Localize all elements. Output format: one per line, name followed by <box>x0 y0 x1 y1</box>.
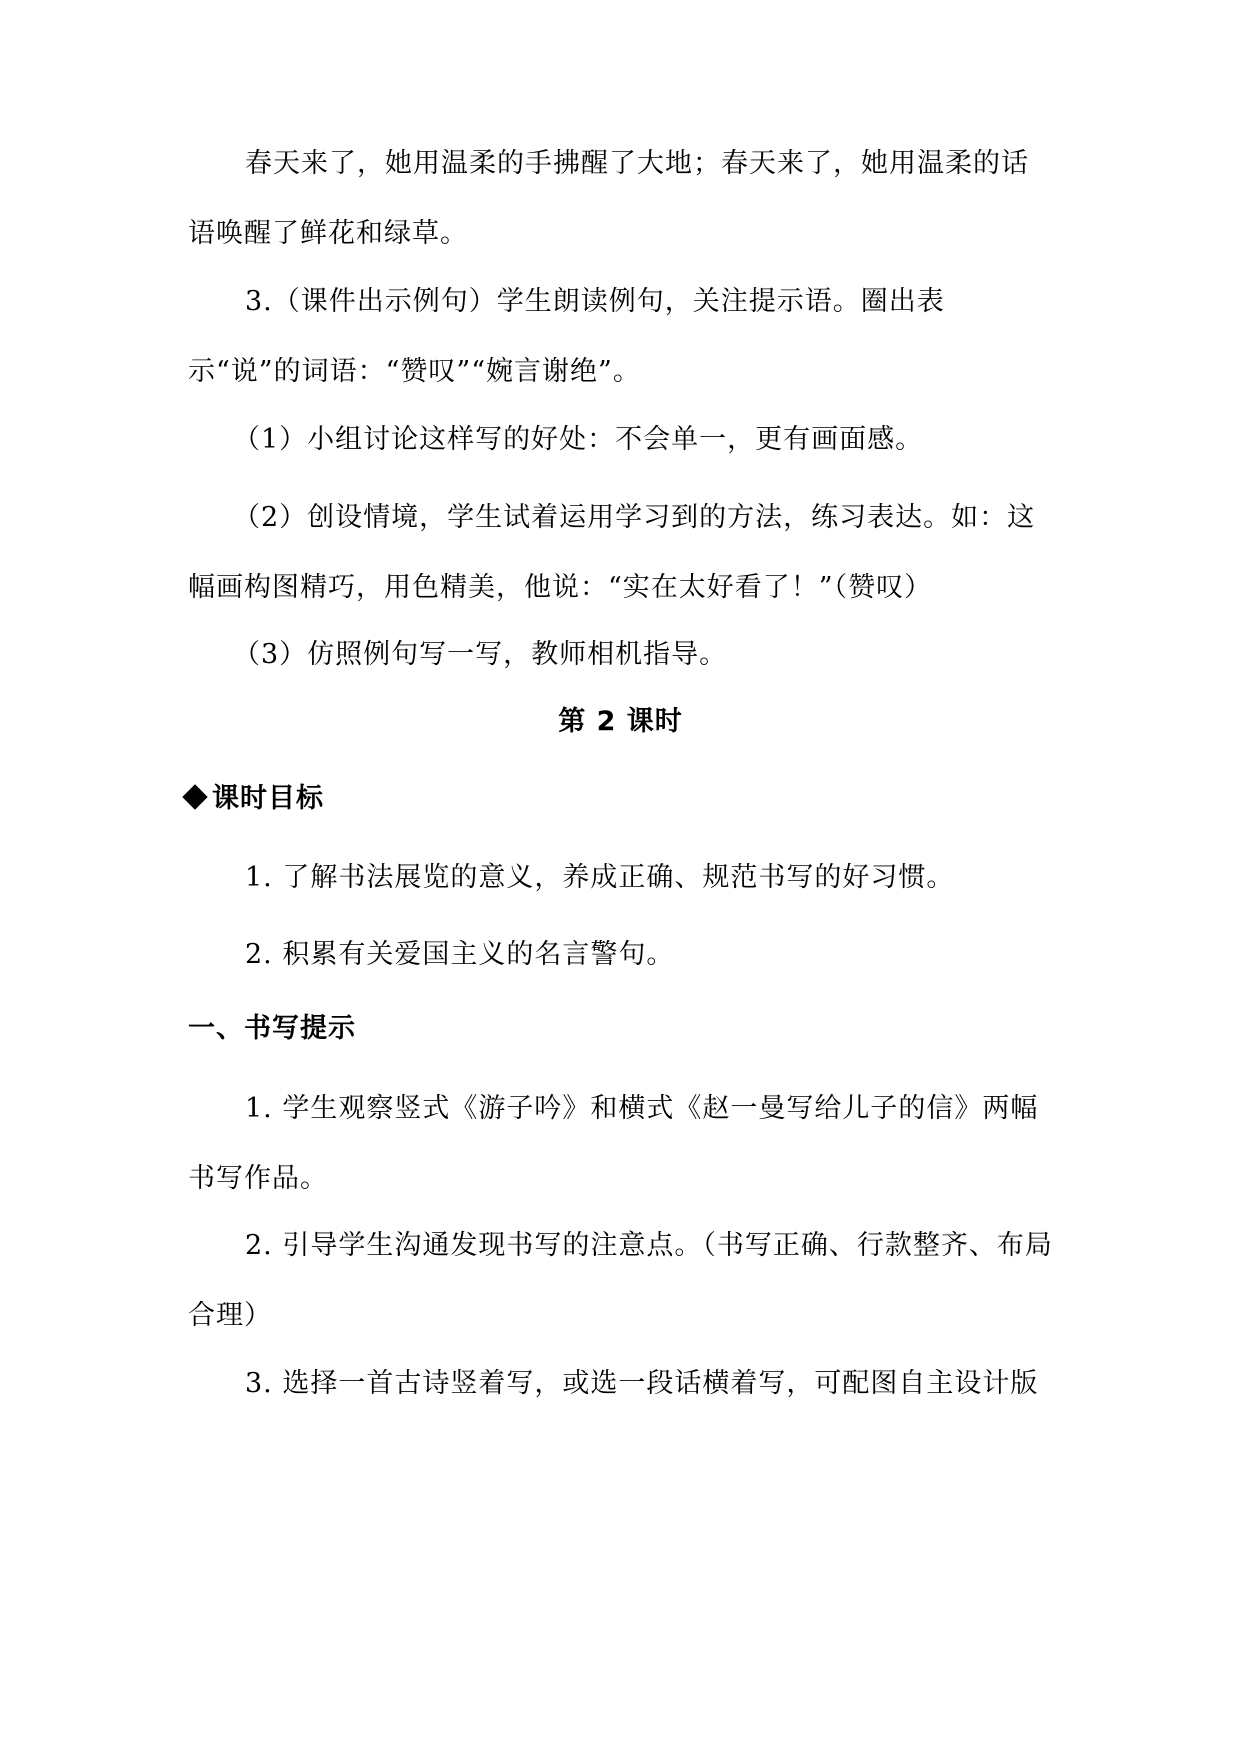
diamond-bullet-icon <box>182 784 207 809</box>
paragraph-example-sentence: 3.（课件出示例句）学生朗读例句，关注提示语。圈出表示“说”的词语：“赞叹”“婉言谢绝”。 <box>188 286 945 387</box>
writing-tip-item-1: 1. 学生观察竖式《游子吟》和横式《赵一曼写给儿子的信》两幅书写作品。 <box>188 1093 1039 1194</box>
paragraph-practice: （2）创设情境，学生试着运用学习到的方法，练习表达。如：这幅画构图精巧，用色精美，他说：“实在太好看了！”（赞叹） <box>188 502 1036 603</box>
paragraph-discussion: （1）小组讨论这样写的好处：不会单一，更有画面感。 <box>233 424 924 455</box>
section-writing-tips-heading: 一、书写提示 <box>188 1013 356 1044</box>
objective-item-2: 2. 积累有关爱国主义的名言警句。 <box>245 939 675 970</box>
paragraph-imitate: （3）仿照例句写一写，教师相机指导。 <box>233 639 728 670</box>
lesson-title: 第 2 课时 <box>558 706 683 737</box>
paragraph-spring: 春天来了，她用温柔的手拂醒了大地；春天来了，她用温柔的话语唤醒了鲜花和绿草。 <box>188 148 1029 249</box>
objective-item-1: 1. 了解书法展览的意义，养成正确、规范书写的好习惯。 <box>245 862 955 893</box>
objectives-heading-text: 课时目标 <box>212 783 324 814</box>
writing-tip-item-3: 3. 选择一首古诗竖着写，或选一段话横着写，可配图自主设计版 <box>245 1368 1039 1399</box>
objectives-heading <box>180 779 324 819</box>
writing-tip-item-2: 2. 引导学生沟通发现书写的注意点。（书写正确、行款整齐、布局合理） <box>188 1230 1053 1331</box>
